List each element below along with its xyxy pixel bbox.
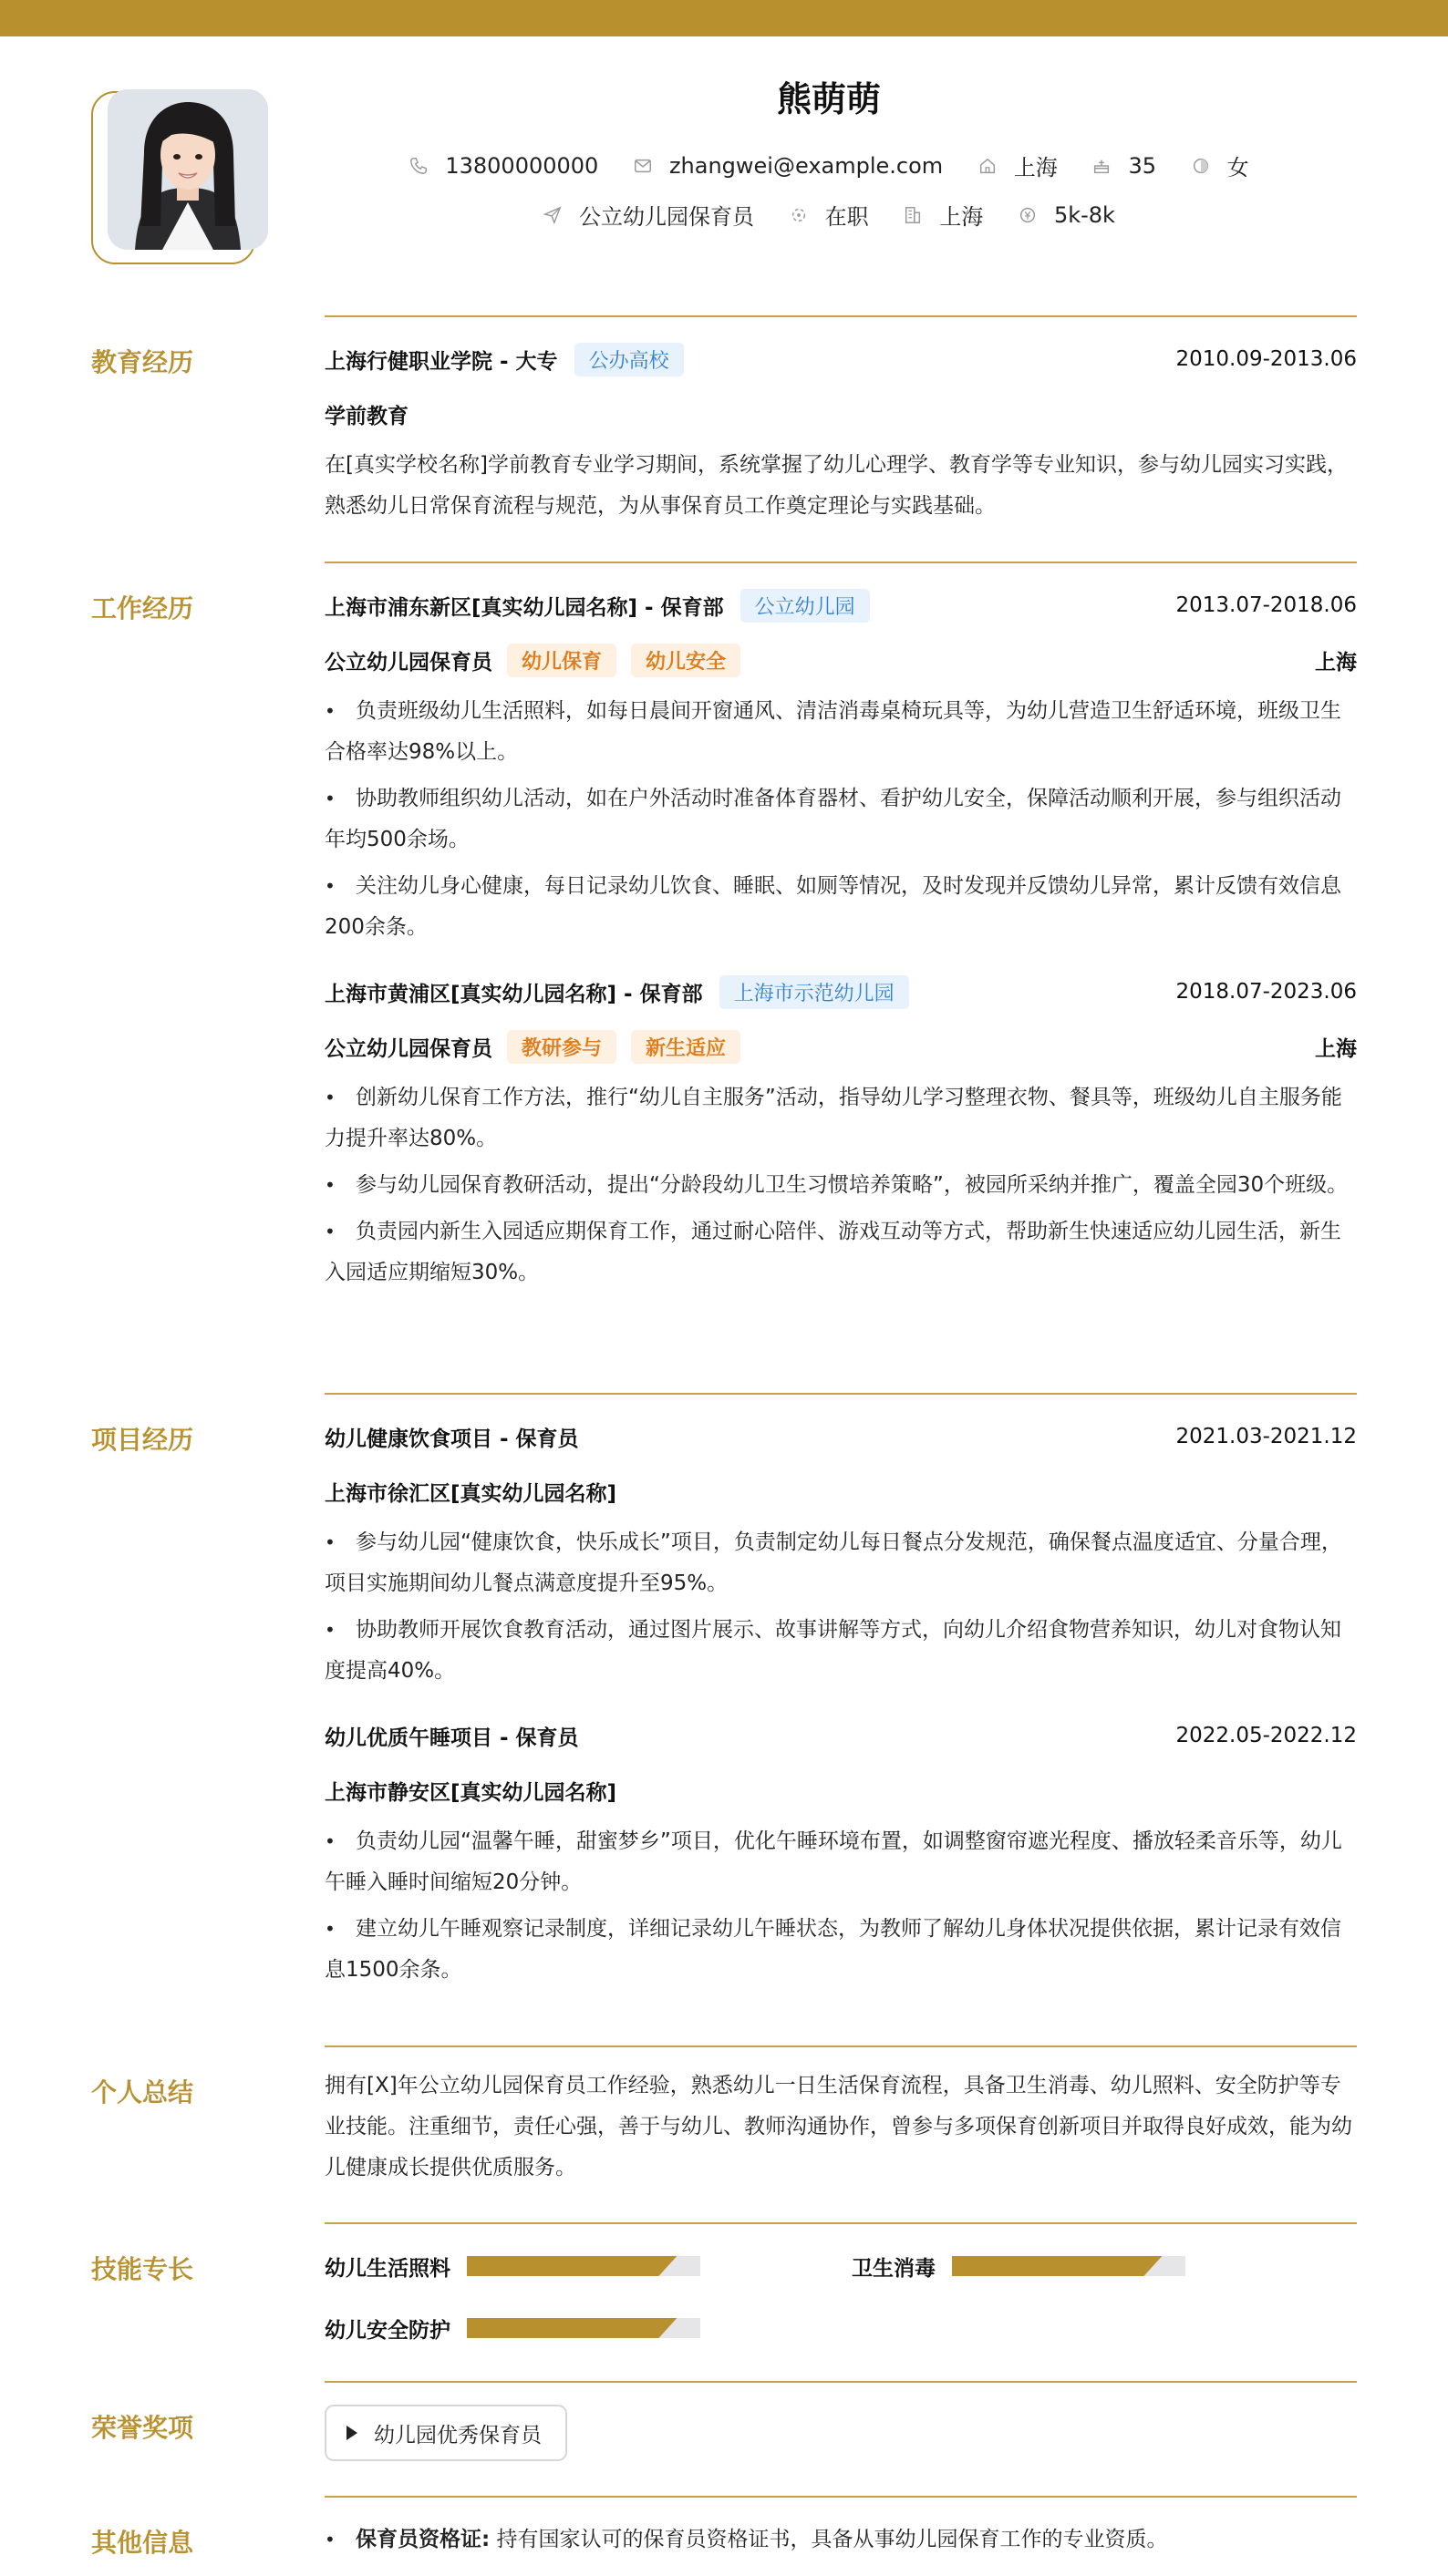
school-name: 上海行健职业学院 - 大专: [325, 349, 558, 374]
project-bullets: [325, 1821, 1357, 1991]
age-text: 35: [1128, 152, 1156, 179]
education-header-row: [325, 341, 1357, 377]
list-item: • 负责幼儿园“温馨午睡，甜蜜梦乡”项目，优化午睡环境布置，如调整窗帘遮光程度、播放轻柔音乐等，幼儿午睡入睡时间缩短20分钟。: [325, 1821, 1357, 1903]
bullet-dot: •: [325, 2529, 336, 2550]
work-content: [325, 587, 1357, 1299]
section-divider: [325, 562, 1357, 563]
location-text: 上海: [1013, 155, 1058, 180]
work-role-row: [325, 642, 1357, 678]
section-divider: [325, 1393, 1357, 1395]
status-text: 在职: [824, 204, 869, 230]
job-target: [543, 199, 754, 231]
other-item: [325, 2519, 1357, 2561]
project-org: 上海市徐汇区[真实幼儿园名称]: [325, 1481, 617, 1506]
contact-row-2: [0, 199, 1448, 231]
top-accent-bar: [0, 0, 1448, 36]
phone-icon: [409, 156, 429, 176]
skill-bar: [952, 2256, 1185, 2276]
list-item: • 建立幼儿午睡观察记录制度，详细记录幼儿午睡状态，为教师了解幼儿身体状况提供依据，累计记录有效信息1500余条。: [325, 1909, 1357, 1991]
work-bullets: [325, 691, 1357, 948]
work-header-row: [325, 974, 1357, 1010]
project-header-row: [325, 1717, 1357, 1754]
section-title-work: 工作经历: [91, 593, 194, 623]
contact-row-1: [0, 149, 1448, 181]
education-period: 2010.09-2013.06: [1175, 347, 1357, 371]
contact-email: [633, 153, 943, 179]
list-item: • 关注幼儿身心健康，每日记录幼儿饮食、睡眠、如厕等情况，及时发现并反馈幼儿异常，累计反馈有效信息200余条。: [325, 866, 1357, 948]
skill-bar-fill: [952, 2256, 1162, 2276]
other-text: 持有国家认可的保育员资格证书，具备从事幼儿园保育工作的专业资质。: [496, 2528, 1168, 2551]
contact-location: [977, 149, 1058, 181]
project-period: 2022.05-2022.12: [1175, 1724, 1357, 1747]
section-title-awards: 荣誉奖项: [91, 2413, 194, 2443]
award-chip[interactable]: [325, 2405, 567, 2461]
project-period: 2021.03-2021.12: [1175, 1425, 1357, 1448]
building-icon: [903, 205, 923, 225]
work-entry: [325, 587, 1357, 948]
salary-text: 5k-8k: [1053, 201, 1115, 228]
salary: [1018, 202, 1115, 228]
section-title-summary: 个人总结: [91, 2077, 194, 2107]
play-icon: [346, 2426, 357, 2440]
section-divider: [325, 2045, 1357, 2047]
work-role: 公立幼儿园保育员: [325, 1036, 492, 1061]
list-item: • 负责班级幼儿生活照料，如每日晨间开窗通风、清洁消毒桌椅玩具等，为幼儿营造卫生舒适环境，班级卫生合格率达98%以上。: [325, 691, 1357, 773]
work-org: 上海市黄浦区[真实幼儿园名称] - 保育部: [325, 982, 703, 1006]
section-title-project: 项目经历: [91, 1425, 194, 1455]
work-org: 上海市浦东新区[真实幼儿园名称] - 保育部: [325, 595, 724, 620]
mail-icon: [633, 156, 653, 176]
project-title: 幼儿健康饮食项目 - 保育员: [325, 1427, 579, 1451]
work-tag: 幼儿保育: [507, 644, 616, 677]
list-item: • 创新幼儿保育工作方法，推行“幼儿自主服务”活动，指导幼儿学习整理衣物、餐具等，班级幼儿自主服务能力提升率达80%。: [325, 1077, 1357, 1159]
work-org-tag: 公立幼儿园: [740, 589, 870, 623]
skill-bar-fill: [467, 2318, 677, 2338]
section-title-education: 教育经历: [91, 347, 194, 377]
gender-icon: [1191, 156, 1211, 176]
project-title: 幼儿优质午睡项目 - 保育员: [325, 1726, 579, 1750]
list-item: • 负责园内新生入园适应期保育工作，通过耐心陪伴、游戏互动等方式，帮助新生快速适应幼儿园生活，新生入园适应期缩短30%。: [325, 1211, 1357, 1293]
section-divider: [325, 2222, 1357, 2224]
project-entry: [325, 1717, 1357, 1991]
section-divider: [325, 2381, 1357, 2383]
contact-age: [1091, 153, 1156, 179]
section-title-other: 其他信息: [91, 2528, 194, 2558]
skill-item: [325, 2248, 700, 2284]
skill-bar-fill: [467, 2256, 677, 2276]
work-city-text: 上海: [939, 204, 984, 230]
cake-icon: [1091, 156, 1112, 176]
home-icon: [977, 156, 998, 176]
work-bullets: [325, 1077, 1357, 1293]
job-target-text: 公立幼儿园保育员: [579, 204, 755, 230]
project-header-row: [325, 1418, 1357, 1455]
job-status: [789, 199, 869, 231]
work-org-tag: 上海市示范幼儿园: [719, 975, 909, 1009]
education-description: 在[真实学校名称]学前教育专业学习期间，系统掌握了幼儿心理学、教育学等专业知识，参与幼儿园实习实践，熟悉幼儿日常保育流程与规范，为从事保育员工作奠定理论与实践基础。: [325, 453, 1348, 518]
education-content: [325, 341, 1357, 527]
list-item: • 协助教师组织幼儿活动，如在户外活动时准备体育器材、看护幼儿安全，保障活动顺利开展，参与组织活动年均500余场。: [325, 778, 1357, 860]
work-period: 2018.07-2023.06: [1175, 980, 1357, 1004]
section-title-skills: 技能专长: [91, 2254, 194, 2284]
other-label: 保育员资格证:: [356, 2528, 491, 2551]
project-content: [325, 1418, 1357, 1996]
work-tag: 新生适应: [631, 1030, 740, 1064]
section-divider: [325, 2496, 1357, 2498]
candidate-name: 熊萌萌: [776, 79, 881, 119]
work-tag: 教研参与: [507, 1030, 616, 1064]
work-city: [903, 199, 983, 231]
skill-bar: [467, 2256, 700, 2276]
status-icon: [789, 205, 809, 225]
work-entry: [325, 974, 1357, 1293]
section-divider: [325, 315, 1357, 317]
send-icon: [543, 205, 563, 225]
skill-name: 卫生消毒: [852, 2256, 936, 2281]
project-entry: [325, 1418, 1357, 1692]
contact-phone: [409, 153, 598, 179]
work-header-row: [325, 587, 1357, 623]
skill-bar: [467, 2318, 700, 2338]
project-org: 上海市静安区[真实幼儿园名称]: [325, 1780, 617, 1805]
work-role-row: [325, 1028, 1357, 1065]
email-text: zhangwei@example.com: [668, 152, 944, 179]
list-item: • 协助教师开展饮食教育活动，通过图片展示、故事讲解等方式，向幼儿介绍食物营养知识，幼儿对食物认知度提高40%。: [325, 1610, 1357, 1692]
skill-name: 幼儿安全防护: [325, 2318, 450, 2343]
work-city: 上海: [1315, 650, 1357, 675]
skill-name: 幼儿生活照料: [325, 2256, 450, 2281]
award-label: 幼儿园优秀保育员: [374, 2423, 542, 2447]
summary-text: 拥有[X]年公立幼儿园保育员工作经验，熟悉幼儿一日生活保育流程，具备卫生消毒、幼儿照料、安全防护等专业技能。注重细节，责任心强，善于与幼儿、教师沟通协作，曾参与多项保育创新项目并取得良好成效，能为幼儿健康成长提供优质服务。: [325, 2074, 1352, 2179]
list-item: • 参与幼儿园“健康饮食，快乐成长”项目，负责制定幼儿每日餐点分发规范，确保餐点温度适宜、分量合理，项目实施期间幼儿餐点满意度提升至95%。: [325, 1522, 1357, 1604]
education-major: 学前教育: [325, 404, 409, 428]
phone-text: 13800000000: [445, 152, 599, 179]
work-period: 2013.07-2018.06: [1175, 593, 1357, 617]
school-type-tag: 公办高校: [574, 343, 684, 376]
gender-text: 女: [1226, 155, 1249, 180]
list-item: • 参与幼儿园保育教研活动，提出“分龄段幼儿卫生习惯培养策略”，被园所采纳并推广，覆盖全园30个班级。: [325, 1165, 1357, 1206]
work-role: 公立幼儿园保育员: [325, 650, 492, 675]
work-city: 上海: [1315, 1036, 1357, 1061]
skill-item: [325, 2310, 700, 2346]
summary-content: [325, 2066, 1357, 2189]
money-icon: [1018, 205, 1038, 225]
contact-gender: [1191, 149, 1249, 181]
project-bullets: [325, 1522, 1357, 1692]
work-tag: 幼儿安全: [631, 644, 740, 677]
other-content: [325, 2519, 1357, 2561]
skill-item: [852, 2248, 1185, 2284]
